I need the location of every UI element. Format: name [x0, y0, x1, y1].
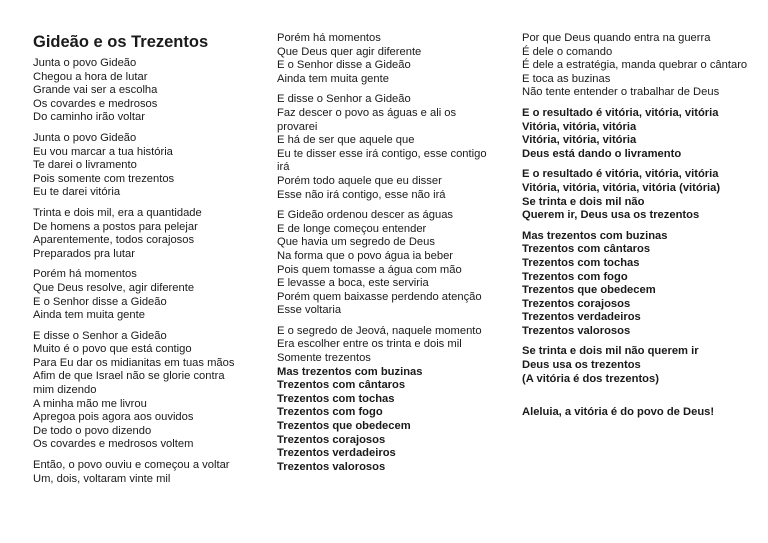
lyric-line: Era escolher entre os trinta e dois mil — [277, 338, 462, 351]
lyric-line: Aparentemente, todos corajosos — [33, 234, 195, 247]
lyric-line: Mas trezentos com buzinas — [522, 229, 668, 242]
lyric-line: A minha mão me livrou — [33, 397, 147, 410]
lyric-line: Afim de que Israel não se glorie contra mim dizendo — [33, 370, 225, 397]
lyric-line: Esse não irá contigo, esse não irá — [277, 188, 446, 201]
lyric-line: Pois quem tomasse a água com mão — [277, 263, 462, 276]
lyric-line: Os covardes e medrosos — [33, 97, 158, 110]
stanza-chorus — [277, 366, 497, 475]
lyric-line: E o segredo de Jeová, naquele momento — [277, 324, 482, 337]
lyric-line: Trezentos com fogo — [277, 406, 383, 419]
lyric-line: E disse o Senhor a Gideão — [277, 93, 411, 106]
lyric-line: Querem ir, Deus usa os trezentos — [522, 209, 700, 222]
lyric-line: Deus está dando o livramento — [522, 147, 682, 160]
lyric-line: É dele o comando — [522, 45, 613, 58]
lyric-line: É dele a estratégia, manda quebrar o cântaro — [522, 59, 748, 72]
stanza — [33, 207, 248, 261]
lyric-line: Junta o povo Gideão — [33, 131, 137, 144]
lyric-line: Preparados pra lutar — [33, 247, 135, 260]
stanza-chorus — [522, 230, 754, 339]
lyric-line: Trezentos verdadeiros — [522, 311, 641, 324]
stanza-chorus — [522, 107, 754, 161]
lyric-line: De todo o povo dizendo — [33, 424, 152, 437]
lyric-line: Vitória, vitória, vitória — [522, 120, 637, 133]
lyric-line: Trezentos que obedecem — [522, 284, 656, 297]
lyric-line: Do caminho irão voltar — [33, 111, 145, 124]
lyric-line: De homens a postos para pelejar — [33, 220, 198, 233]
lyric-line: Então, o povo ouviu e começou a voltar — [33, 459, 230, 472]
column-2 — [277, 32, 497, 481]
stanza — [33, 57, 248, 125]
page-title: Gideão e os Trezentos — [33, 33, 209, 51]
lyric-line: Somente trezentos — [277, 352, 371, 365]
stanza — [277, 32, 497, 86]
lyric-line: E levasse a boca, este serviria — [277, 277, 429, 290]
lyric-line: Os covardes e medrosos voltem — [33, 438, 194, 451]
lyric-line: E disse o Senhor a Gideão — [33, 329, 167, 342]
lyric-line: Trezentos verdadeiros — [277, 447, 396, 460]
lyric-line: Pois somente com trezentos — [33, 172, 175, 185]
lyric-line: Trinta e dois mil, era a quantidade — [33, 206, 202, 219]
lyric-line: Trezentos valorosos — [522, 324, 631, 337]
lyric-line: Vitória, vitória, vitória, vitória (vitória) — [522, 181, 721, 194]
lyric-line: Ainda tem muita gente — [33, 309, 145, 322]
stanza — [277, 93, 497, 202]
lyric-line: Por que Deus quando entra na guerra — [522, 32, 711, 44]
lyric-line: Trezentos com cântaros — [522, 243, 651, 256]
lyric-line: Se trinta e dois mil não — [522, 195, 645, 208]
lyric-line: Que Deus resolve, agir diferente — [33, 281, 195, 294]
lyric-line: Trezentos corajosos — [277, 433, 386, 446]
stanza-chorus — [522, 168, 754, 222]
stanza — [33, 132, 248, 200]
column-3 — [522, 32, 754, 427]
lyric-line: Junta o povo Gideão — [33, 57, 137, 69]
lyric-line: Mas trezentos com buzinas — [277, 365, 423, 378]
stanza-chorus — [522, 345, 754, 386]
lyric-line: Que havia um segredo de Deus — [277, 236, 435, 249]
lyric-line: Chegou a hora de lutar — [33, 70, 148, 83]
lyric-line: Apregoa pois agora aos ouvidos — [33, 411, 194, 424]
lyric-line: Porém todo aquele que eu disser — [277, 174, 442, 187]
lyric-line: Vitória, vitória, vitória — [522, 134, 637, 147]
stanza-closing — [522, 406, 754, 420]
lyric-line: E há de ser que aquele que — [277, 134, 415, 147]
lyric-line: E o resultado é vitória, vitória, vitória — [522, 168, 719, 181]
lyric-line: Trezentos corajosos — [522, 297, 631, 310]
lyric-line: E Gideão ordenou descer as águas — [277, 209, 454, 222]
lyric-line: E de longe começou entender — [277, 222, 427, 235]
lyric-line: Porém quem baixasse perdendo atenção — [277, 290, 482, 303]
lyric-line: Faz descer o povo as águas e ali os provarei — [277, 106, 457, 133]
stanza — [33, 268, 248, 322]
lyric-line: Trezentos com fogo — [522, 270, 628, 283]
lyric-line: Grande vai ser a escolha — [33, 84, 158, 97]
lyric-line: Eu vou marcar a tua história — [33, 145, 173, 158]
lyric-line: Na forma que o povo água ia beber — [277, 249, 454, 262]
stanza — [277, 209, 497, 318]
lyric-line: Trezentos valorosos — [277, 460, 386, 473]
lyric-line: Muito é o povo que está contigo — [33, 343, 192, 356]
column-1 — [33, 32, 248, 493]
spacer — [522, 393, 754, 406]
lyric-line: Não tente entender o trabalhar de Deus — [522, 86, 720, 99]
stanza — [277, 325, 497, 366]
lyric-line: Trezentos com tochas — [277, 392, 395, 405]
lyric-line: Um, dois, voltaram vinte mil — [33, 472, 171, 485]
lyric-line: Deus usa os trezentos — [522, 359, 641, 372]
stanza — [33, 459, 248, 486]
lyric-line: E o resultado é vitória, vitória, vitória — [522, 106, 719, 119]
lyric-line: Te darei o livramento — [33, 159, 137, 172]
lyric-line: Aleluia, a vitória é do povo de Deus! — [522, 406, 715, 419]
lyric-line: Esse voltaria — [277, 304, 342, 317]
lyric-line: Para Eu dar os midianitas em tuas mãos — [33, 356, 235, 369]
lyric-line: Eu te darei vitória — [33, 186, 121, 199]
lyric-line: E o Senhor disse a Gideão — [277, 59, 411, 72]
lyric-line: Se trinta e dois mil não querem ir — [522, 345, 699, 358]
lyric-line: Eu te disser esse irá contigo, esse contigo irá — [277, 147, 487, 174]
lyric-line: E toca as buzinas — [522, 72, 611, 85]
lyric-line: Trezentos com tochas — [522, 256, 640, 269]
stanza — [33, 330, 248, 452]
lyric-line: Que Deus quer agir diferente — [277, 45, 422, 58]
lyric-line: Trezentos com cântaros — [277, 379, 406, 392]
lyric-line: E o Senhor disse a Gideão — [33, 295, 167, 308]
lyric-line: Trezentos que obedecem — [277, 420, 411, 433]
lyric-line: Porém há momentos — [277, 32, 381, 44]
lyric-line: Ainda tem muita gente — [277, 72, 389, 85]
lyric-line: Porém há momentos — [33, 268, 137, 281]
lyric-line: (A vitória é dos trezentos) — [522, 372, 659, 385]
stanza — [522, 32, 754, 100]
